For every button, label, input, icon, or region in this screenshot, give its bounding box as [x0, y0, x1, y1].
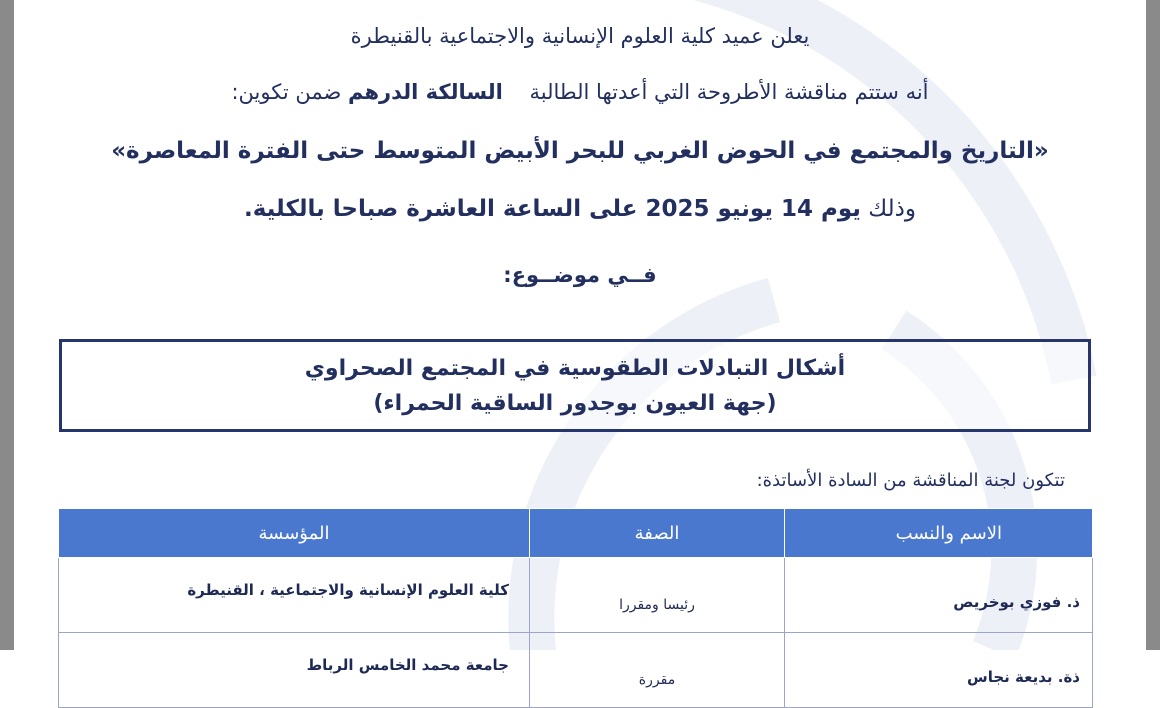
announcement-prefix: أنه ستتم مناقشة الأطروحة التي أعدتها الطالبة	[529, 80, 929, 104]
member-institution: جامعة محمد الخامس الرباط	[59, 633, 530, 708]
dean-announcement: يعلن عميد كلية العلوم الإنسانية والاجتماعية بالقنيطرة	[350, 24, 810, 48]
program-title: «التاريخ والمجتمع في الحوض الغربي للبحر الأبيض المتوسط حتى الفترة المعاصرة»	[111, 138, 1049, 164]
member-institution: كلية العلوم الإنسانية والاجتماعية ، القنيطرة	[59, 558, 530, 633]
member-role: مقررة	[530, 633, 785, 708]
column-header-role: الصفة	[530, 509, 785, 558]
defense-announcement	[0, 80, 1160, 104]
member-name: ذة. بديعة نجاس	[785, 633, 1093, 708]
jury-intro: تتكون لجنة المناقشة من السادة الأساتذة:	[756, 470, 1065, 491]
column-header-institution: المؤسسة	[59, 509, 530, 558]
announcement-suffix: ضمن تكوين:	[231, 80, 342, 104]
member-role: رئيسا ومقررا	[530, 558, 785, 633]
topic-label: فــي موضــوع:	[503, 263, 657, 287]
thesis-subtitle: (جهة العيون بوجدور الساقية الحمراء)	[373, 391, 777, 416]
defense-datetime	[0, 196, 1160, 222]
thesis-title: أشكال التبادلات الطقوسية في المجتمع الصحراوي	[304, 356, 846, 381]
datetime-text: يوم 14 يونيو 2025 على الساعة العاشرة صباحا بالكلية.	[243, 196, 861, 222]
table-row	[59, 558, 1093, 633]
datetime-prefix: وذلك	[868, 196, 916, 222]
student-name: السالكة الدرهم	[348, 80, 503, 104]
thesis-subject-box	[59, 339, 1091, 432]
jury-table-header	[59, 509, 1093, 558]
member-name: ذ. فوزي بوخريص	[785, 558, 1093, 633]
column-header-name: الاسم والنسب	[785, 509, 1093, 558]
table-row	[59, 633, 1093, 708]
jury-table	[58, 508, 1093, 708]
